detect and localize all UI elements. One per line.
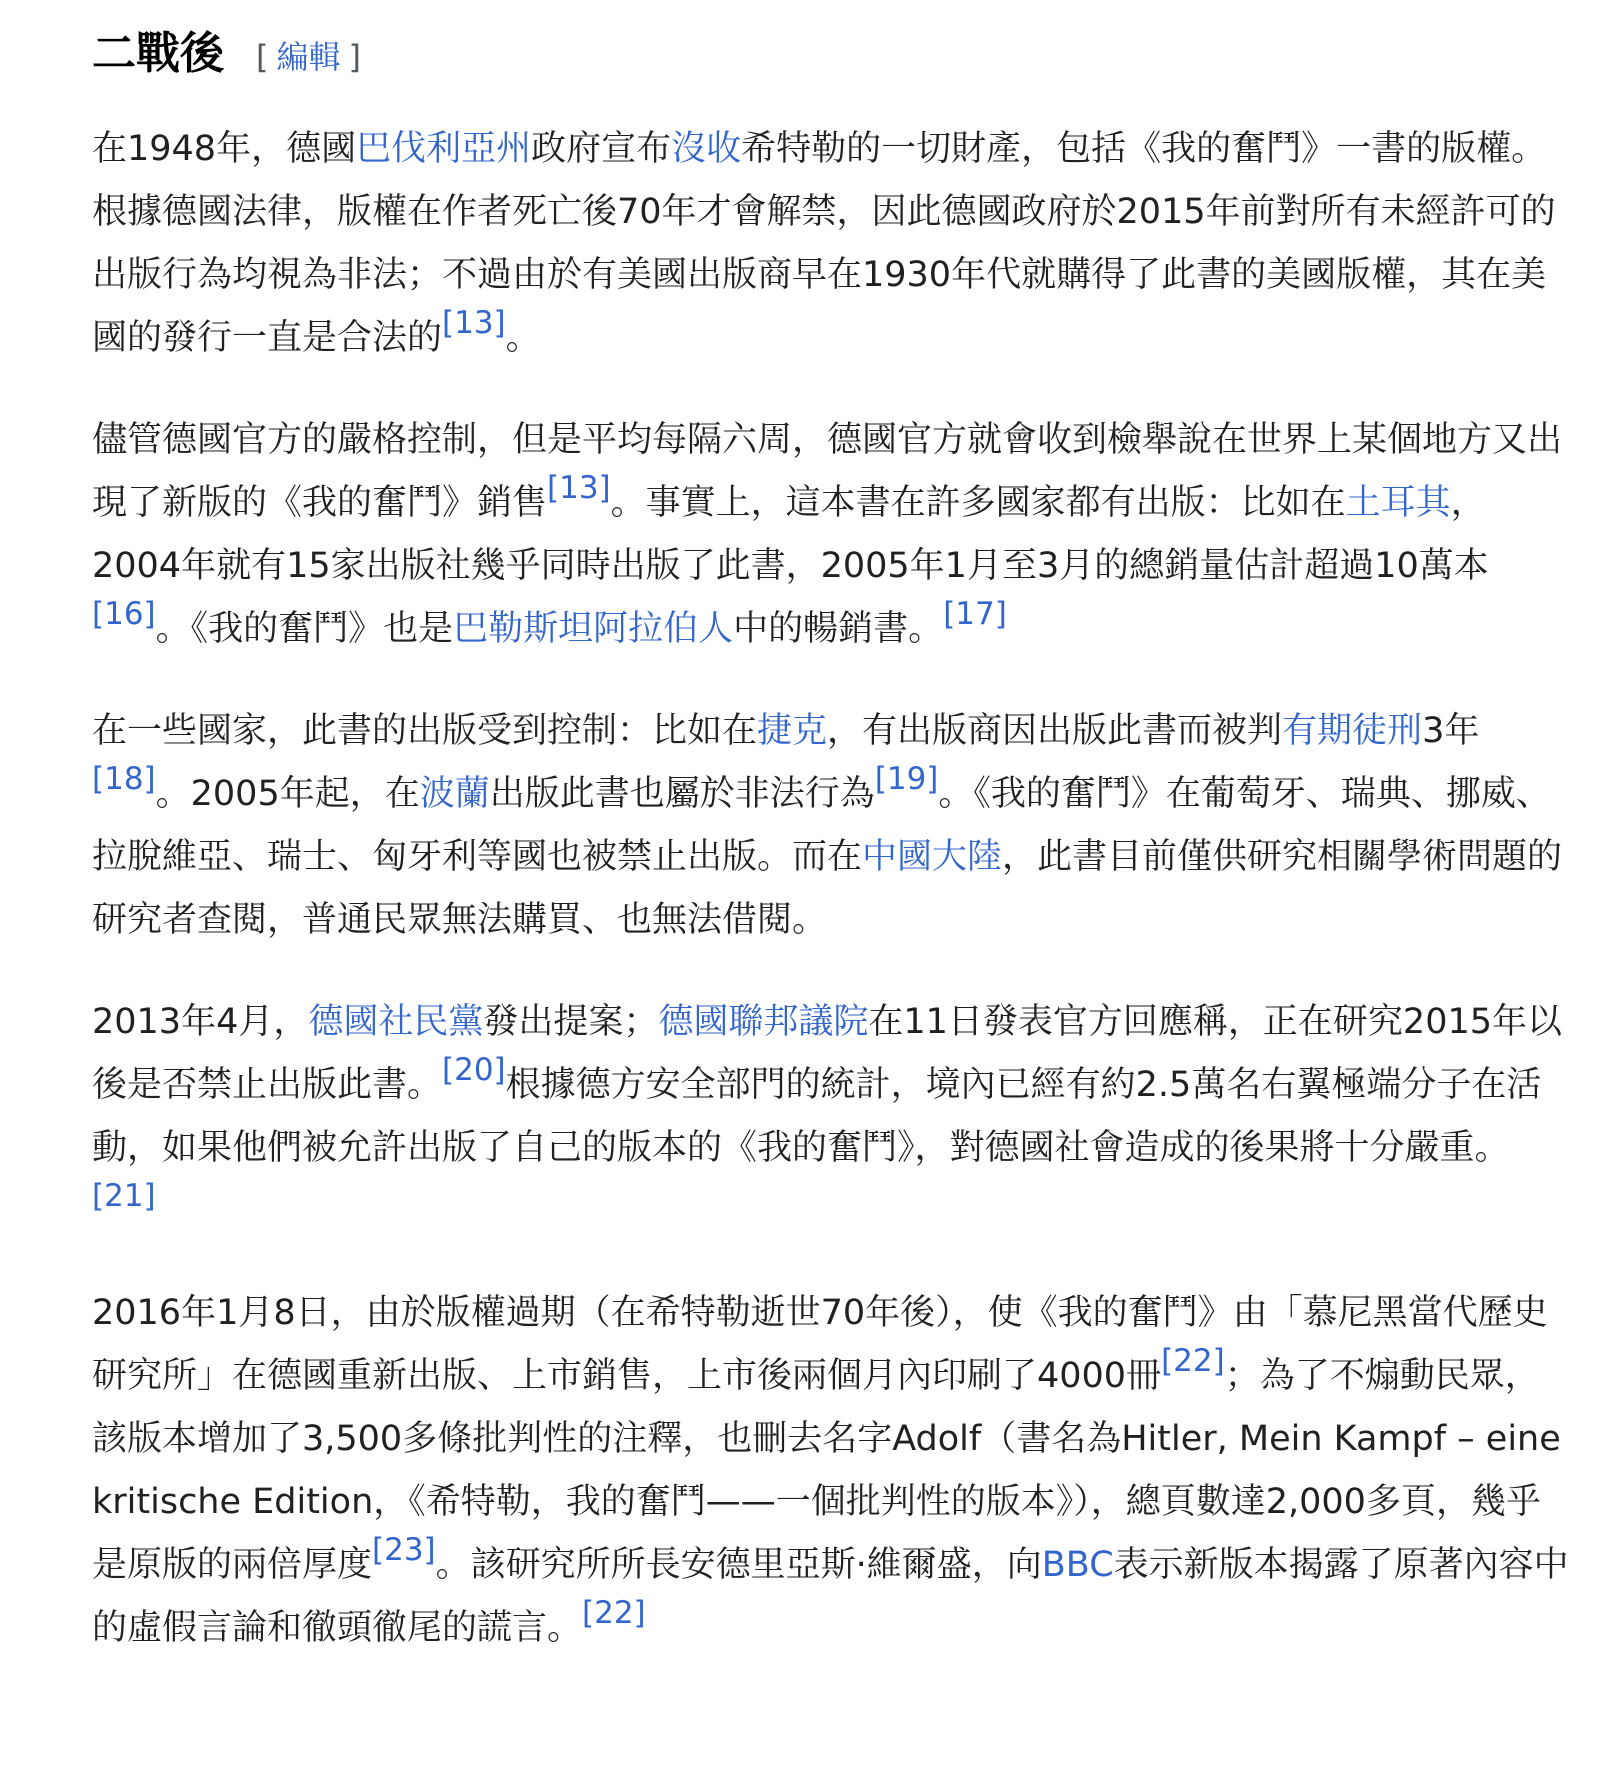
reference-13 (547, 470, 611, 506)
link-czech[interactable]: 捷克 (757, 711, 828, 751)
reference-link[interactable]: [16] (92, 596, 156, 632)
reference-21 (92, 1178, 156, 1214)
link-spd[interactable]: 德國社民黨 (308, 1002, 484, 1042)
text: ，2004年就有15家出版社幾乎同時出版了此書，2005年1月至3月的總銷量估計超過10萬本 (92, 483, 1489, 586)
text: 。《我的奮鬥》也是 (155, 609, 454, 649)
text: 儘管德國官方的嚴格控制，但是平均每隔六周，德國官方就會收到檢舉說在世界上某個地方又出現了新版的《我的奮鬥》銷售 (92, 420, 1563, 523)
paragraph-3 (92, 700, 1572, 952)
link-mainland-china[interactable]: 中國大陸 (862, 837, 1003, 877)
reference-link[interactable]: [23] (372, 1532, 436, 1568)
text: 3年 (1422, 711, 1480, 751)
link-bavaria[interactable]: 巴伐利亞州 (356, 129, 532, 169)
text: 。該研究所所長安德里亞斯·維爾盛，向 (435, 1545, 1042, 1585)
section-heading (92, 24, 1572, 84)
text: 在一些國家，此書的出版受到控制：比如在 (92, 711, 758, 751)
reference-18 (92, 761, 156, 797)
text: 。 (505, 318, 541, 358)
reference-link[interactable]: [13] (442, 305, 506, 341)
paragraph-5 (92, 1282, 1572, 1660)
text: 。《我的奮鬥》在葡萄牙、瑞典、挪威、拉脫維亞、瑞士、匈牙利等國也被禁止出版。而在 (92, 774, 1551, 877)
link-turkey[interactable]: 土耳其 (1345, 483, 1451, 523)
paragraph-2 (92, 409, 1572, 661)
reference-link[interactable]: [17] (943, 596, 1007, 632)
text: 中的暢銷書。 (733, 609, 944, 649)
text: ，有出版商因出版此書而被判 (827, 711, 1283, 751)
reference-13 (442, 305, 506, 341)
reference-20 (442, 1052, 506, 1088)
reference-16 (92, 596, 156, 632)
article-content (92, 24, 1572, 1699)
reference-22 (1161, 1343, 1225, 1379)
reference-link[interactable]: [18] (92, 761, 156, 797)
text: 政府宣布 (531, 129, 672, 169)
paragraph-1 (92, 118, 1572, 370)
reference-link[interactable]: [19] (874, 761, 939, 797)
text: 出版此書也屬於非法行為 (489, 774, 875, 814)
reference-link[interactable]: [22] (1161, 1343, 1225, 1379)
reference-link[interactable]: [13] (547, 470, 611, 506)
reference-link[interactable]: [20] (442, 1052, 506, 1088)
text: 發出提案； (483, 1002, 659, 1042)
paragraph-4 (92, 991, 1572, 1243)
section-title: 二戰後 (92, 28, 224, 79)
link-palestinian-arabs[interactable]: 巴勒斯坦阿拉伯人 (453, 609, 734, 649)
edit-bracket-open: [ (256, 38, 269, 76)
text: 。2005年起，在 (155, 774, 420, 814)
link-bbc[interactable]: BBC (1041, 1545, 1114, 1585)
reference-23 (372, 1532, 436, 1568)
link-poland[interactable]: 波蘭 (419, 774, 490, 814)
reference-22 (582, 1595, 646, 1631)
link-confiscation[interactable]: 沒收 (671, 129, 742, 169)
edit-link[interactable]: 編輯 (276, 38, 341, 76)
reference-17 (943, 596, 1007, 632)
text: 在1948年，德國 (92, 129, 357, 169)
edit-bracket-close: ] (348, 38, 361, 76)
text: 希特勒的一切財產，包括《我的奮鬥》一書的版權。根據德國法律，版權在作者死亡後70年才會解禁，因此德國政府於2015年前對所有未經許可的出版行為均視為非法；不過由於有美國出版商早在1930年代就購得了此書的美國版權，其在美國的發行一直是合法的 (92, 129, 1556, 358)
reference-link[interactable]: [22] (582, 1595, 646, 1631)
link-bundestag[interactable]: 德國聯邦議院 (658, 1002, 869, 1042)
link-imprisonment[interactable]: 有期徒刑 (1282, 711, 1423, 751)
reference-19 (875, 761, 939, 797)
text: 表示新版本揭露了原著內容中的虛假言論和徹頭徹尾的謊言。 (92, 1545, 1569, 1648)
text: ，此書目前僅供研究相關學術問題的研究者查閱，普通民眾無法購買、也無法借閱。 (92, 837, 1563, 940)
reference-link[interactable]: [21] (92, 1178, 156, 1214)
edit-section (256, 27, 361, 87)
text: 在11日發表官方回應稱，正在研究2015年以後是否禁止出版此書。 (92, 1002, 1563, 1105)
text: 2013年4月， (92, 1002, 309, 1042)
text: 。事實上，這本書在許多國家都有出版：比如在 (610, 483, 1346, 523)
text: 2016年1月8日，由於版權過期（在希特勒逝世70年後），使《我的奮鬥》由「慕尼黑當代歷史研究所」在德國重新出版、上市銷售，上市後兩個月內印刷了4000冊 (92, 1293, 1548, 1396)
text: ；為了不煽動民眾，該版本增加了3,500多條批判性的注釋，也刪去名字Adolf（書名為Hitler, Mein Kampf – eine kritische Edition，《希特勒，我的奮鬥——一個批判性的版本》），總頁數達2,000多頁，幾乎是原版的兩倍厚度 (92, 1356, 1561, 1585)
text: 根據德方安全部門的統計，境內已經有約2.5萬名右翼極端分子在活動，如果他們被允許出版了自己的版本的《我的奮鬥》，對德國社會造成的後果將十分嚴重。 (92, 1065, 1542, 1168)
